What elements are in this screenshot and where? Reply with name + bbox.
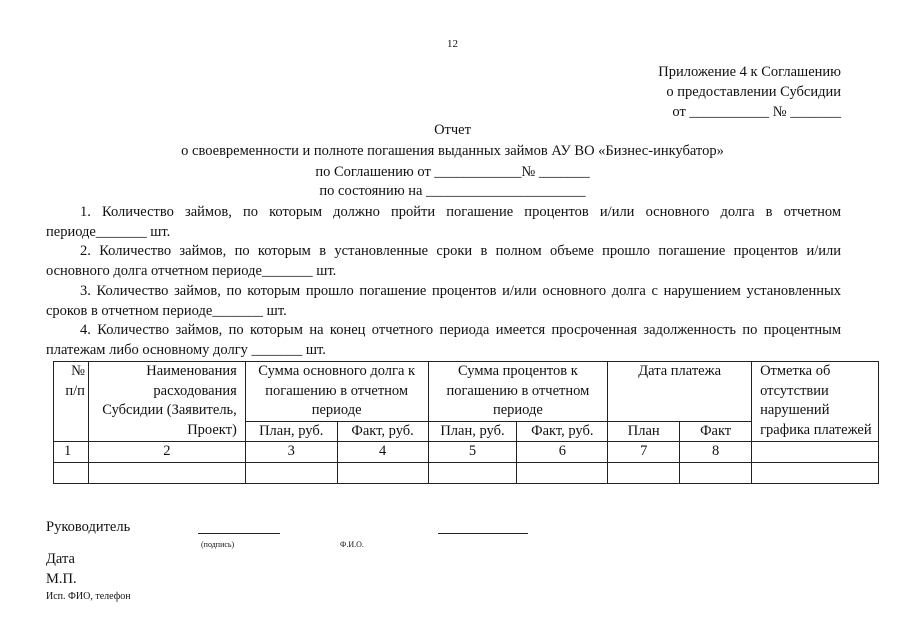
empty-cell (608, 463, 680, 484)
page-number: 12 (447, 38, 458, 50)
header-date-plan: План (608, 421, 680, 442)
header-name: Наименования расходования Субсидии (Заявитель, Проект) (88, 362, 245, 442)
empty-cell (88, 463, 245, 484)
empty-cell (680, 463, 752, 484)
header-principal: Сумма основного долга к погашению в отчетном периоде (245, 362, 428, 422)
executor-label: Исп. ФИО, телефон (46, 591, 131, 602)
column-number-4: 4 (337, 442, 428, 463)
paragraph-3-text: 3. Количество займов, по которым прошло погашение процентов и/или основного долга с нарушением установленных сроков в отчетном периоде_______ шт. (46, 283, 841, 319)
column-number-7: 7 (608, 442, 680, 463)
column-number-2: 2 (88, 442, 245, 463)
paragraph-4 (46, 321, 841, 360)
column-number-3: 3 (245, 442, 337, 463)
report-subtitle: о своевременности и полноте погашения выданных займов АУ ВО «Бизнес-инкубатор» (181, 143, 724, 159)
header-interest-plan: План, руб. (428, 421, 517, 442)
column-number-9-empty (752, 442, 879, 463)
column-number-1: 1 (54, 442, 89, 463)
empty-cell (54, 463, 89, 484)
stamp-label: М.П. (46, 571, 77, 587)
paragraph-4-text: 4. Количество займов, по которым на конец отчетного периода имеется просроченная задолженность по процентным платежам либо основному долгу _______ шт. (46, 322, 841, 358)
report-heading: Отчет (434, 122, 471, 138)
signature-caption: (подпись) (201, 540, 235, 549)
empty-cell (428, 463, 517, 484)
column-number-8: 8 (680, 442, 752, 463)
date-label: Дата (46, 551, 75, 567)
header-interest-fact: Факт, руб. (517, 421, 608, 442)
signature-line (198, 533, 280, 534)
header-principal-fact: Факт, руб. (337, 421, 428, 442)
header-num: № п/п (54, 362, 89, 442)
empty-cell (517, 463, 608, 484)
header-interest: Сумма процентов к погашению в отчетном периоде (428, 362, 608, 422)
appendix-line-1: Приложение 4 к Соглашению (658, 64, 841, 80)
table-row (54, 463, 879, 484)
name-caption: Ф.И.О. (340, 540, 364, 549)
appendix-line-3: от ___________ № _______ (672, 104, 841, 120)
paragraph-2 (46, 242, 841, 281)
header-payment-date: Дата платежа (608, 362, 752, 422)
column-number-6: 6 (517, 442, 608, 463)
paragraph-1 (46, 203, 841, 242)
paragraph-3 (46, 282, 841, 321)
empty-cell (752, 463, 879, 484)
header-date-fact: Факт (680, 421, 752, 442)
paragraph-2-text: 2. Количество займов, по которым в установленные сроки в полном объеме прошло погашение процентов и/или основного долга отчетном периоде_______ шт. (46, 243, 841, 279)
empty-cell (337, 463, 428, 484)
appendix-line-2: о предоставлении Субсидии (666, 84, 841, 100)
header-principal-plan: План, руб. (245, 421, 337, 442)
agreement-line: по Соглашению от ____________№ _______ (315, 164, 590, 180)
paragraph-1-text: 1. Количество займов, по которым должно пройти погашение процентов и/или основного долга в отчетном периоде_______ шт. (46, 204, 841, 240)
head-label: Руководитель (46, 519, 131, 535)
name-line (438, 533, 528, 534)
header-no-violations: Отметка об отсутствии нарушений графика платежей (752, 362, 879, 442)
column-number-5: 5 (428, 442, 517, 463)
report-table (53, 361, 879, 484)
empty-cell (245, 463, 337, 484)
as-of-date-line: по состоянию на ______________________ (319, 183, 586, 199)
